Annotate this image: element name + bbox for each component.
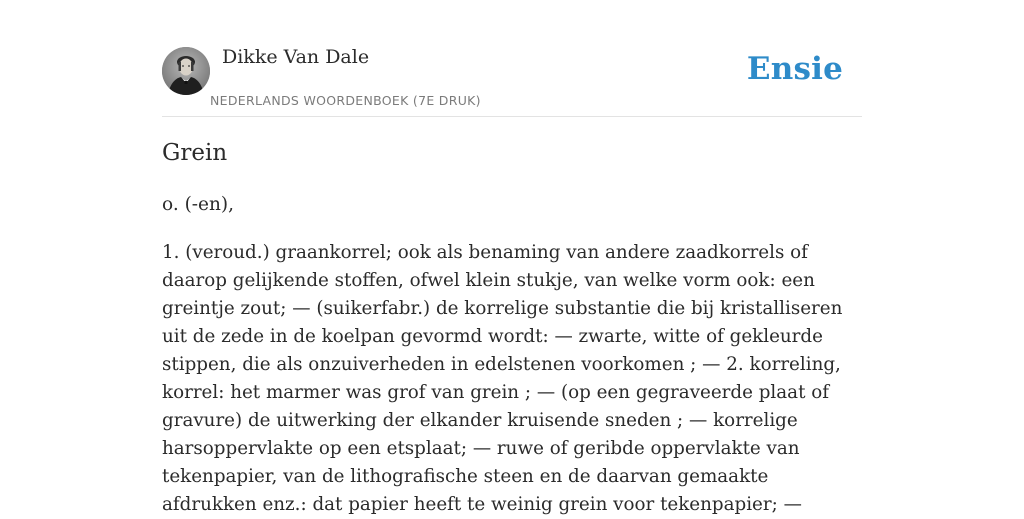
site-logo[interactable]: Ensie [746, 51, 843, 87]
author-portrait-icon [162, 47, 210, 95]
avatar[interactable] [162, 47, 210, 95]
header [162, 0, 862, 117]
source-label: NEDERLANDS WOORDENBOEK (7E DRUK) [210, 93, 481, 108]
entry-grammar: o. (-en), [162, 194, 235, 215]
author-name[interactable]: Dikke Van Dale [222, 46, 370, 68]
page [162, 0, 862, 515]
entry-title: Grein [162, 140, 228, 166]
entry-definition: 1. (veroud.) graankorrel; ook als benaming van andere zaadkorrels of daarop gelijkende stoffen, ofwel klein stukje, van welke vorm ook: een greintje zout; — (suikerfabr.) de korrelige substantie die bij kristalliseren uit de zede in de koelpan gevormd wordt: — zwarte, witte of gekleurde stippen, die als onzuiverheden in edelstenen voorkomen ; — 2. korreling, korrel: het marmer was grof van grein ; — (op een gegraveerde plaat of gravure) de uitwerking der elkander kruisende sneden ; — korrelige harsoppervlakte op een etsplaat; — ruwe of geribde oppervlakte van tekenpapier, van de lithografische steen en de daarvan gemaakte afdrukken enz.: dat papier heeft te weinig grein voor tekenpapier; — [162, 242, 843, 515]
